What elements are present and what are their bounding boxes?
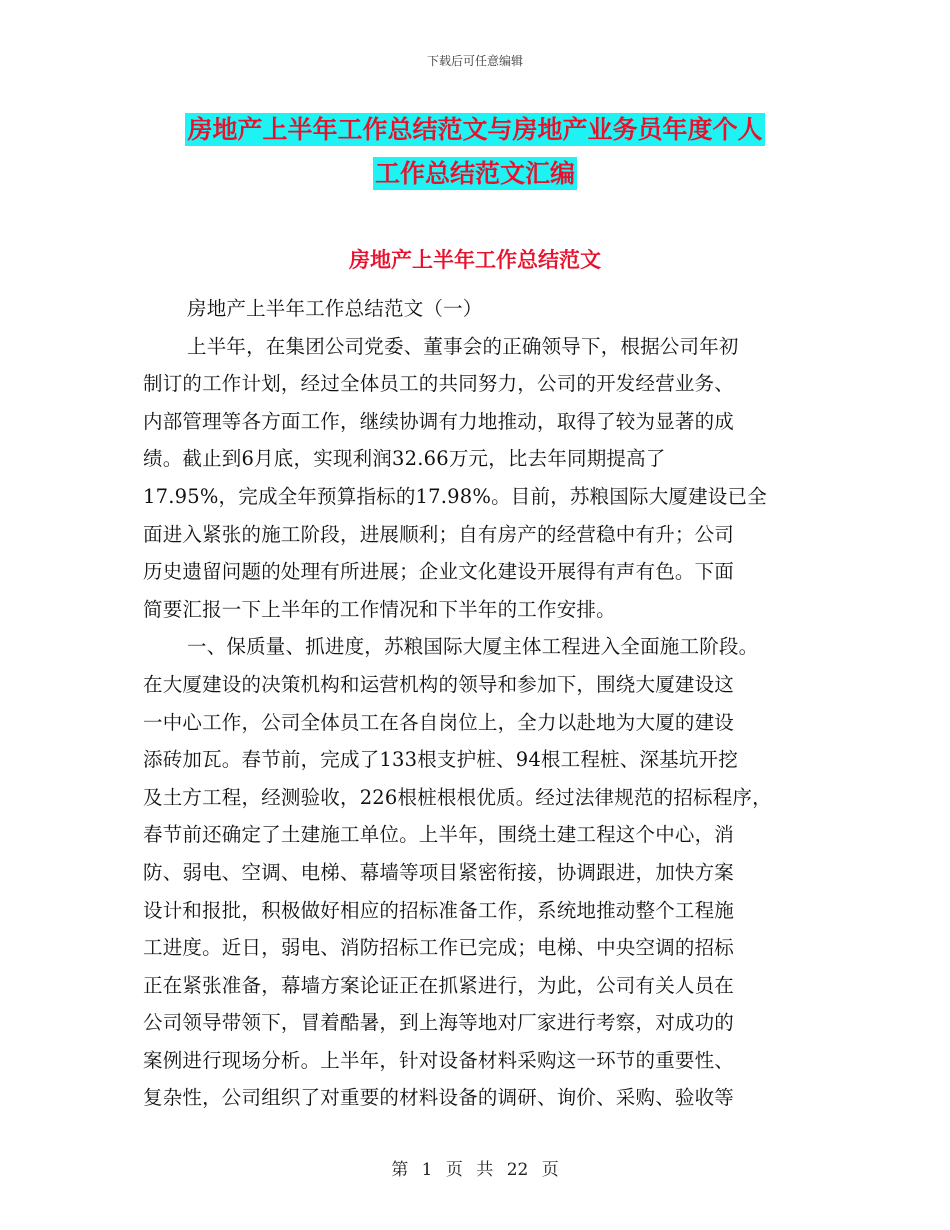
paragraph-line: 在大厦建设的决策机构和运营机构的领导和参加下，围绕大厦建设这 bbox=[143, 672, 735, 696]
paragraph-line: 一中心工作，公司全体员工在各自岗位上，全力以赴地为大厦的建设 bbox=[143, 710, 735, 734]
paragraph-line: 春节前还确定了土建施工单位。上半年，围绕土建工程这个中心，消 bbox=[143, 823, 735, 847]
paragraph-line: 17.95%，完成全年预算指标的17.98%。目前，苏粮国际大厦建设已全 bbox=[143, 484, 767, 508]
paragraph-line: 绩。截止到6月底，实现利润32.66万元，比去年同期提高了 bbox=[143, 447, 666, 471]
title-highlight-2: 工作总结范文汇编 bbox=[374, 159, 575, 188]
section-title: 房地产上半年工作总结范文 bbox=[349, 248, 601, 272]
footer-page-label: 页 bbox=[445, 1160, 463, 1180]
paragraph-line: 设计和报批，积极做好相应的招标准备工作，系统地推动整个工程施 bbox=[143, 898, 735, 922]
footer-total-label: 页 bbox=[541, 1160, 559, 1180]
subsection-heading: 房地产上半年工作总结范文（一） bbox=[187, 297, 483, 320]
paragraph-line: 内部管理等各方面工作，继续协调有力地推动，取得了较为显著的成 bbox=[143, 409, 735, 433]
title-highlight-1: 房地产上半年工作总结范文与房地产业务员年度个人 bbox=[187, 115, 763, 144]
paragraph-line: 复杂性，公司组织了对重要的材料设备的调研、询价、采购、验收等 bbox=[143, 1086, 735, 1110]
footer-total-prefix: 共 bbox=[476, 1160, 494, 1180]
paragraph-line: 防、弱电、空调、电梯、幕墙等项目紧密衔接，协调跟进，加快方案 bbox=[143, 860, 735, 884]
paragraph-line: 添砖加瓦。春节前，完成了133根支护桩、94根工程桩、深基坑开挖 bbox=[143, 748, 738, 772]
paragraph-line: 制订的工作计划，经过全体员工的共同努力，公司的开发经营业务、 bbox=[143, 372, 735, 396]
total-pages-number: 22 bbox=[506, 1160, 529, 1180]
page-footer bbox=[0, 1155, 950, 1180]
footer-prefix: 第 bbox=[391, 1160, 409, 1180]
body-text bbox=[143, 290, 823, 1117]
paragraph-line: 正在紧张准备，幕墙方案论证正在抓紧进行，为此，公司有关人员在 bbox=[143, 973, 735, 997]
paragraph-line: 面进入紧张的施工阶段，进展顺利；自有房产的经营稳中有升；公司 bbox=[143, 522, 735, 546]
document-title-line-2 bbox=[140, 152, 810, 196]
header-note: 下载后可任意编辑 bbox=[426, 54, 523, 68]
document-title-line-1 bbox=[140, 108, 810, 152]
paragraph-line: 工进度。近日，弱电、消防招标工作已完成；电梯、中央空调的招标 bbox=[143, 936, 735, 960]
paragraph-line: 一、保质量、抓进度，苏粮国际大厦主体工程进入全面施工阶段。 bbox=[187, 635, 759, 659]
paragraph-line: 公司领导带领下，冒着酷暑，到上海等地对厂家进行考察，对成功的 bbox=[143, 1011, 735, 1035]
paragraph-line: 上半年，在集团公司党委、董事会的正确领导下，根据公司年初 bbox=[187, 334, 739, 358]
paragraph-line: 简要汇报一下上半年的工作情况和下半年的工作安排。 bbox=[143, 597, 616, 621]
paragraph-line: 案例进行现场分析。上半年，针对设备材料采购这一环节的重要性、 bbox=[143, 1048, 735, 1072]
paragraph-line: 历史遗留问题的处理有所进展；企业文化建设开展得有声有色。下面 bbox=[143, 560, 735, 584]
paragraph-line: 及土方工程，经测验收，226根桩根根优质。经过法律规范的招标程序， bbox=[143, 785, 772, 809]
current-page-number: 1 bbox=[421, 1160, 433, 1180]
